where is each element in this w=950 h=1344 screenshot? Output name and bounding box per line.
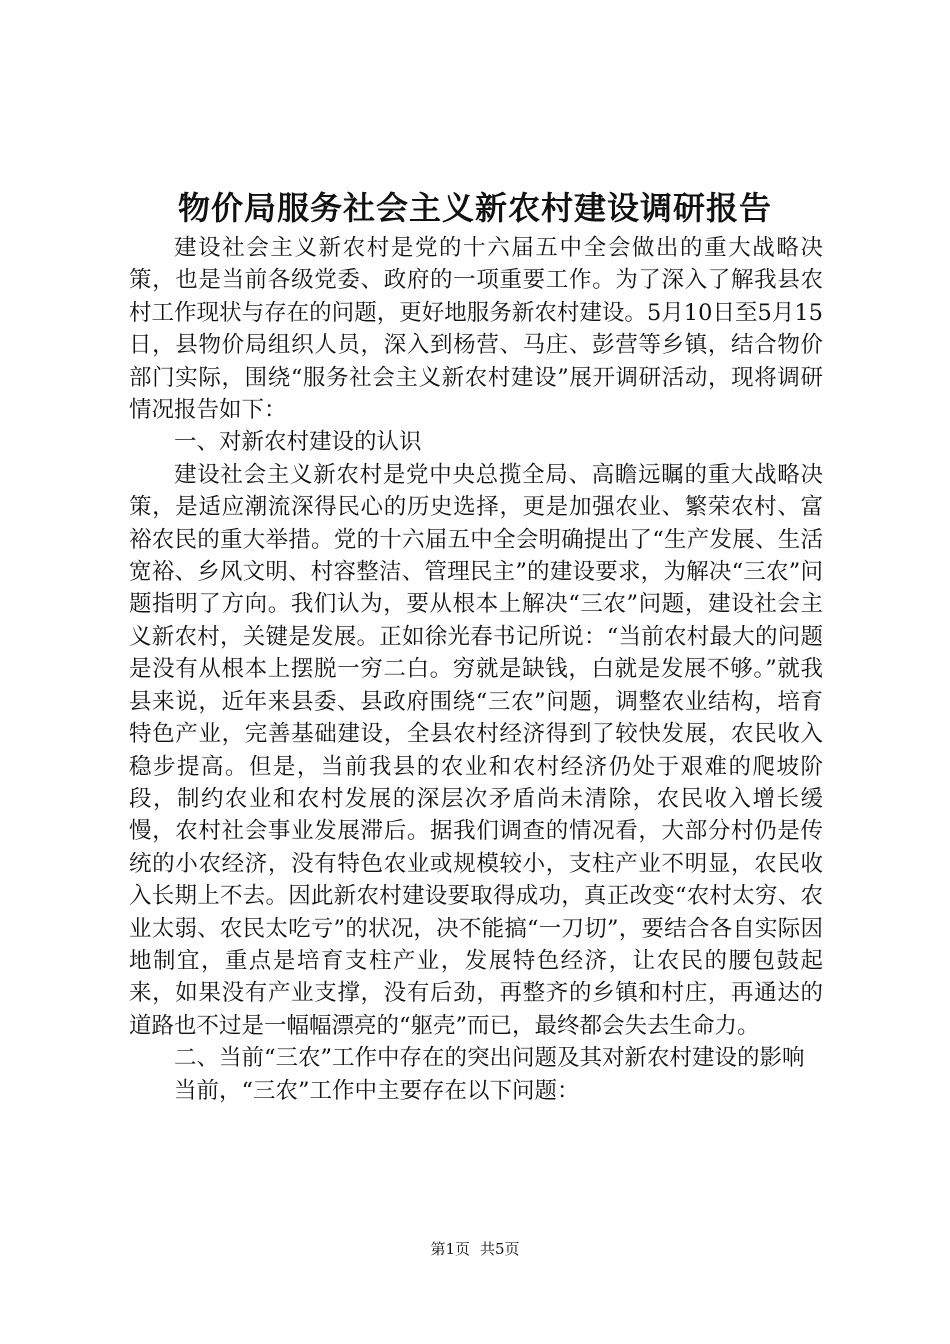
- section-heading-2: 二、当前“三农”工作中存在的突出问题及其对新农村建设的影响: [174, 1045, 805, 1072]
- document-body: [129, 232, 823, 1107]
- page-number-current: 第1页: [430, 1240, 470, 1258]
- section-heading-1: 一、对新农村建设的认识: [174, 429, 422, 456]
- section-1-paragraph: 建设社会主义新农村是党中央总揽全局、高瞻远瞩的重大战略决策，是适应潮流深得民心的历史选择，更是加强农业、繁荣农村、富裕农民的重大举措。党的十六届五中全会明确提出了“生产发展、生活宽裕、乡风文明、村容整洁、管理民主”的建设要求，为解决“三农”问题指明了方向。我们认为，要从根本上解决“三农”问题，建设社会主义新农村，关键是发展。正如徐光春书记所说：“当前农村最大的问题是没有从根本上摆脱一穷二白。穷就是缺钱，白就是发展不够。”就我县来说，近年来县委、县政府围绕“三农”问题，调整农业结构，培育特色产业，完善基础建设，全县农村经济得到了较快发展，农民收入稳步提高。但是，当前我县的农业和农村经济仍处于艰难的爬坡阶段，制约农业和农村发展的深层次矛盾尚未清除，农民收入增长缓慢，农村社会事业发展滞后。据我们调查的情况看，大部分村仍是传统的小农经济，没有特色农业或规模较小，支柱产业不明显，农民收入长期上不去。因此新农村建设要取得成功，真正改变“农村太穷、农业太弱、农民太吃亏”的状况，决不能搞“一刀切”，要结合各自实际因地制宜，重点是培育支柱产业，发展特色经济，让农民的腰包鼓起来，如果没有产业支撑，没有后劲，再整齐的乡镇和村庄，再通达的道路也不过是一幅幅漂亮的“躯壳”而已，最终都会失去生命力。: [129, 461, 823, 1039]
- page-number-total: 共5页: [480, 1240, 520, 1258]
- page-footer: [0, 1239, 950, 1259]
- section-2-paragraph: 当前，“三农”工作中主要存在以下问题：: [174, 1077, 580, 1104]
- document-title: 物价局服务社会主义新农村建设调研报告: [177, 189, 772, 227]
- intro-paragraph: 建设社会主义新农村是党的十六届五中全会做出的重大战略决策，也是当前各级党委、政府的一项重要工作。为了深入了解我县农村工作现状与存在的问题，更好地服务新农村建设。5月10日至5月15日，县物价局组织人员，深入到杨营、马庄、彭营等乡镇，结合物价部门实际，围绕“服务社会主义新农村建设”展开调研活动，现将调研情况报告如下：: [129, 235, 823, 424]
